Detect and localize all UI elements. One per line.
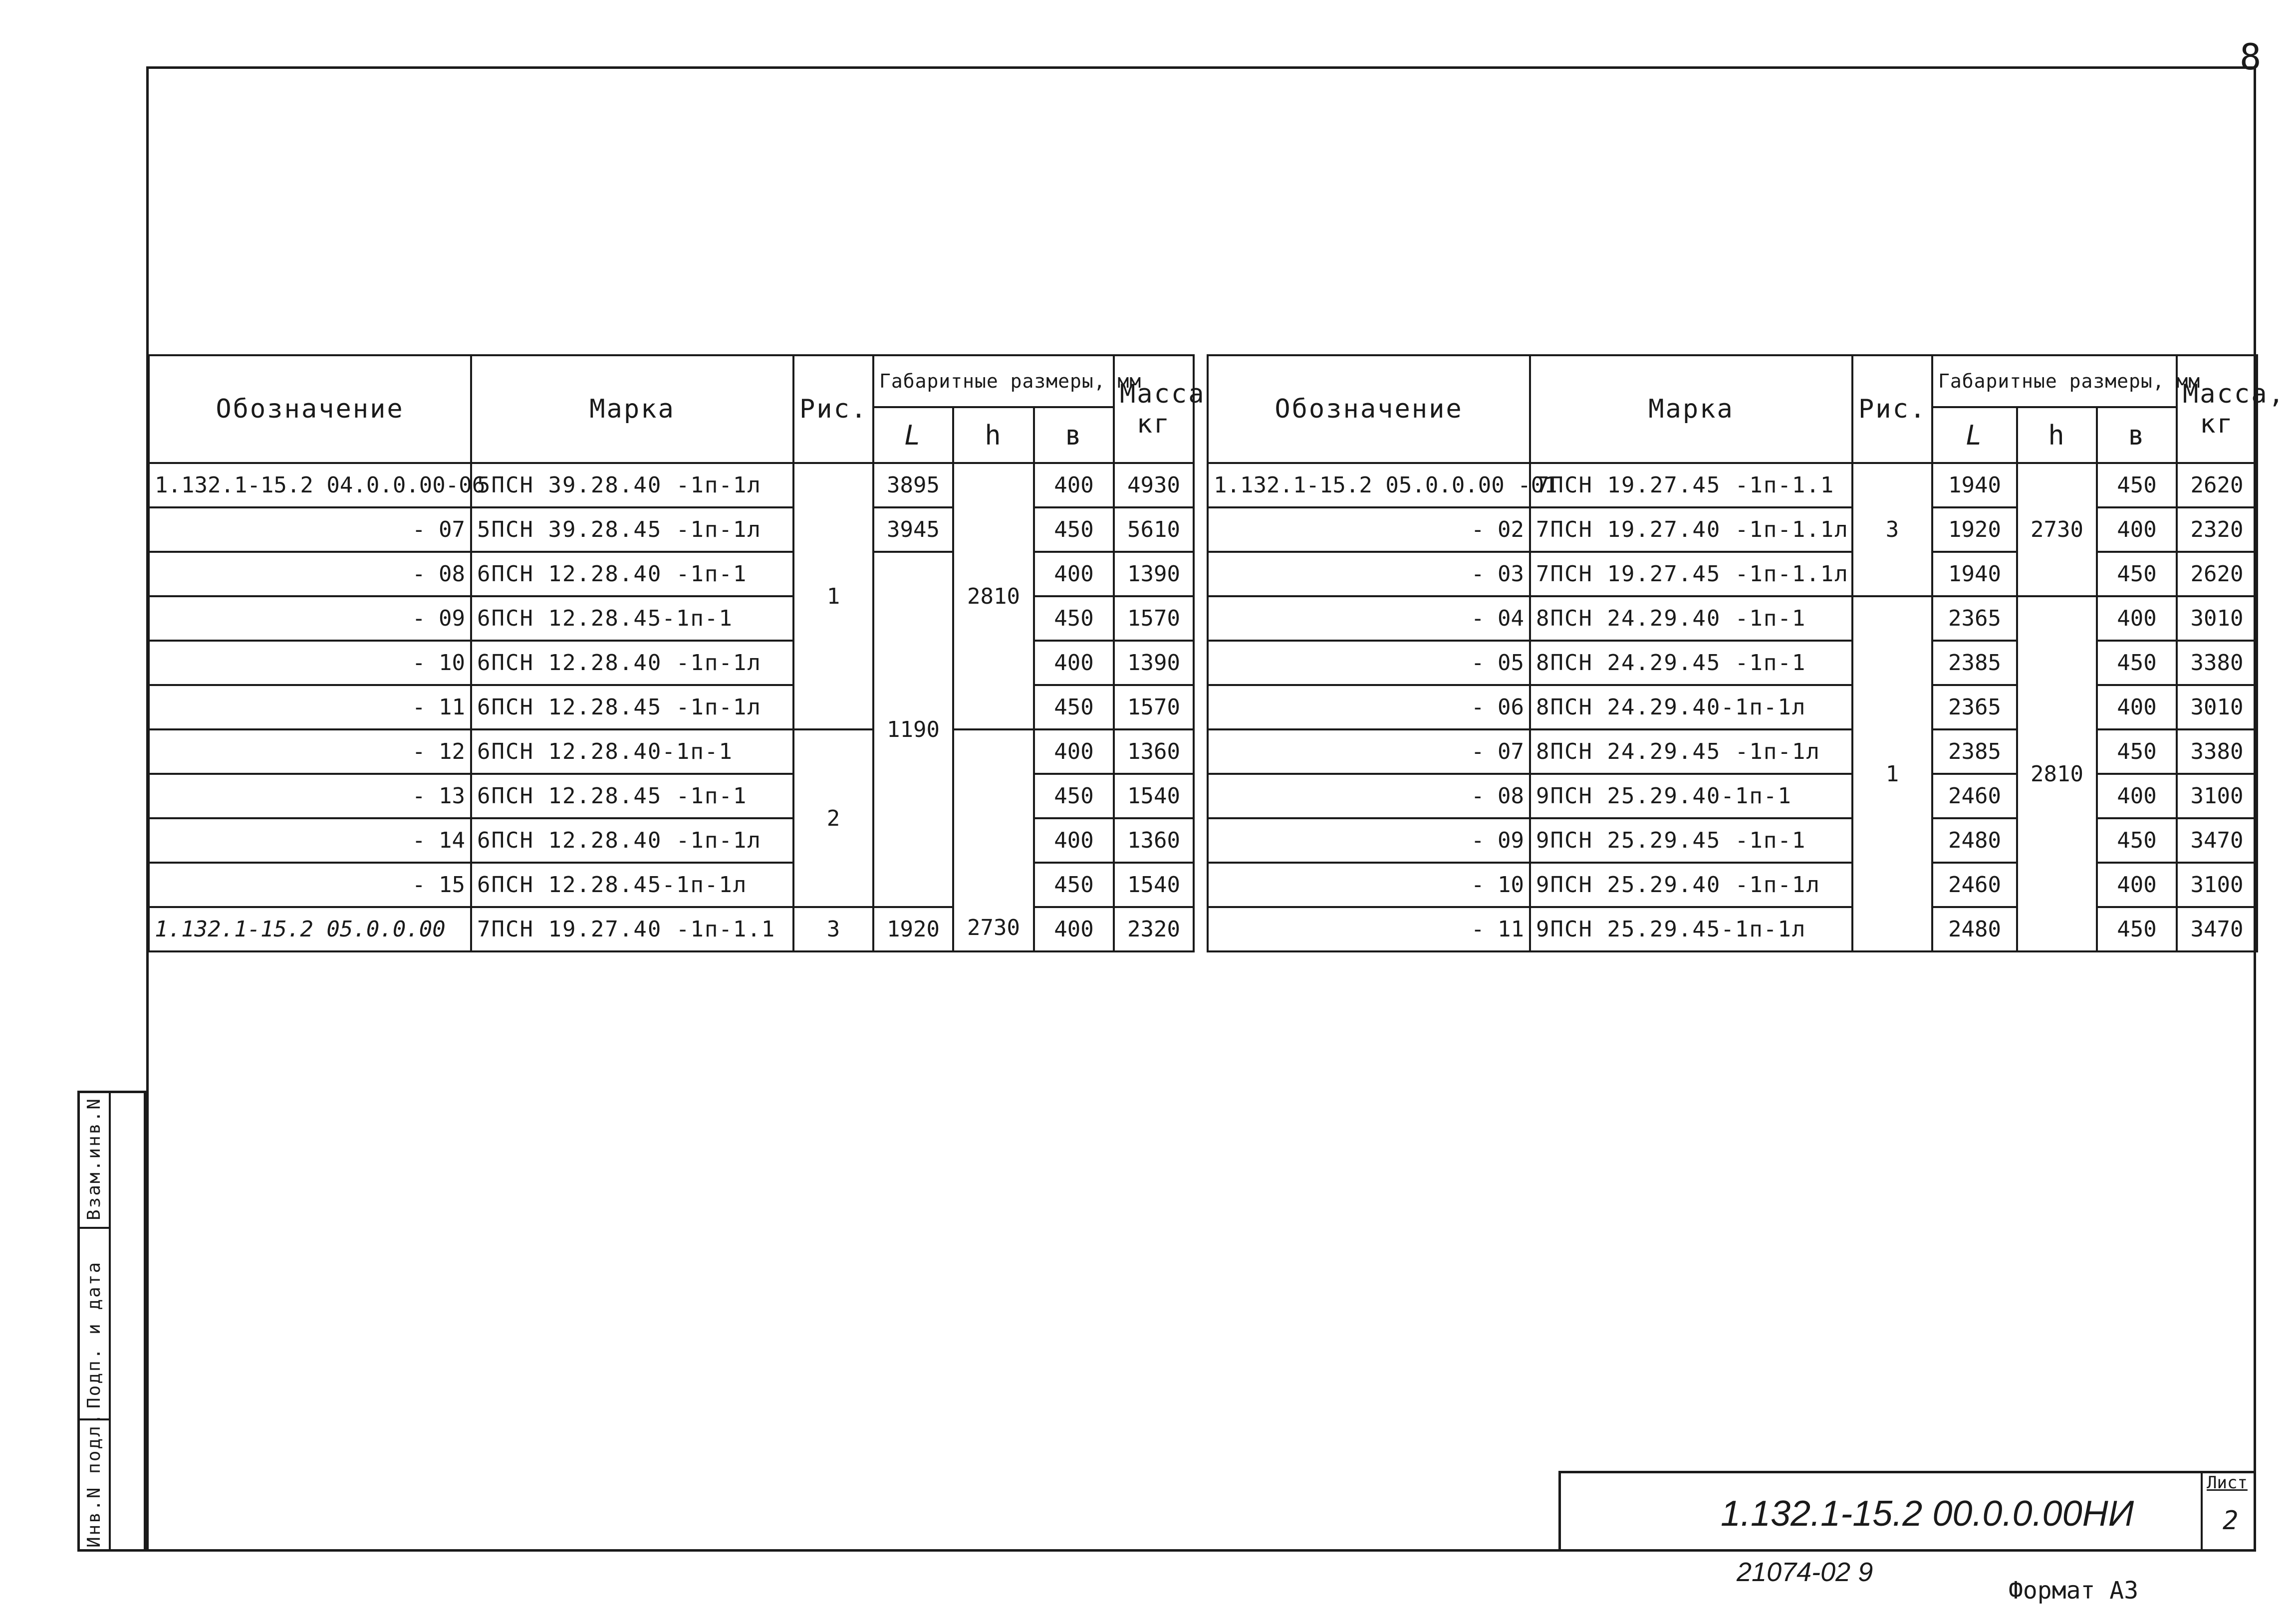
oboz-cell: - 03 (1208, 552, 1530, 596)
oboz-cell: 1.132.1-15.2 04.0.0.00-06 (149, 463, 471, 507)
header-oboznachenie: Обозначение (1208, 355, 1530, 463)
marka-cell: 6ПСН 12.28.45-1п-1л (471, 863, 793, 907)
table-row (1208, 685, 2257, 729)
table-row (149, 863, 1194, 907)
b-cell: 400 (2097, 507, 2177, 552)
h-cell: 2810 (953, 463, 1034, 729)
side-label-podp-data: Подп. и дата (84, 1260, 104, 1408)
oboz-cell: - 10 (149, 641, 471, 685)
b-cell: 450 (1034, 685, 1114, 729)
table-row (1208, 863, 2257, 907)
mass-cell: 3010 (2177, 596, 2257, 641)
mass-cell: 1570 (1114, 596, 1194, 641)
oboz-cell: - 08 (1208, 774, 1530, 818)
L-cell: 2385 (1932, 729, 2017, 774)
header-b: в (1034, 407, 1114, 463)
L-cell: 2460 (1932, 863, 2017, 907)
mass-cell: 1390 (1114, 552, 1194, 596)
mass-cell: 1360 (1114, 729, 1194, 774)
L-cell: 2480 (1932, 907, 2017, 951)
mass-cell: 3100 (2177, 774, 2257, 818)
sheet-label: Лист (2207, 1473, 2248, 1493)
side-cell-podp (80, 1229, 109, 1420)
oboz-cell: - 11 (149, 685, 471, 729)
table-row (149, 641, 1194, 685)
b-cell: 400 (1034, 729, 1114, 774)
b-cell: 400 (1034, 818, 1114, 863)
marka-cell: 9ПСН 25.29.45-1п-1л (1530, 907, 1852, 951)
mass-cell: 2620 (2177, 463, 2257, 507)
b-cell: 450 (1034, 863, 1114, 907)
format-label: Формат А3 (2009, 1577, 2139, 1605)
oboz-cell: 1.132.1-15.2 05.0.0.00 (149, 907, 471, 951)
header-massa: Масса кг (1114, 355, 1194, 463)
table-row (1208, 774, 2257, 818)
table-row (149, 818, 1194, 863)
mass-cell: 2320 (1114, 907, 1194, 951)
table-row (1208, 641, 2257, 685)
mass-cell: 3470 (2177, 907, 2257, 951)
mass-cell: 3380 (2177, 729, 2257, 774)
b-cell: 400 (2097, 685, 2177, 729)
marka-cell: 7ПСН 19.27.45 -1п-1.1л (1530, 552, 1852, 596)
side-cell-vzam (80, 1093, 109, 1229)
table-row (149, 685, 1194, 729)
mass-cell: 3380 (2177, 641, 2257, 685)
side-label-inv-podl: Инв.N подл. (84, 1412, 104, 1548)
oboz-cell: 1.132.1-15.2 05.0.0.00 -01 (1208, 463, 1530, 507)
ris-cell: 1 (793, 463, 873, 729)
table-row (1208, 818, 2257, 863)
document-code: 1.132.1-15.2 00.0.0.00НИ (1721, 1494, 2134, 1534)
L-cell: 2460 (1932, 774, 2017, 818)
marka-cell: 5ПСН 39.28.45 -1п-1л (471, 507, 793, 552)
ris-cell: 3 (793, 907, 873, 951)
mass-cell: 1540 (1114, 863, 1194, 907)
header-massa: Масса, кг (2177, 355, 2257, 463)
marka-cell: 8ПСН 24.29.45 -1п-1л (1530, 729, 1852, 774)
b-cell: 450 (2097, 818, 2177, 863)
b-cell: 450 (2097, 463, 2177, 507)
header-h: h (2017, 407, 2097, 463)
marka-cell: 8ПСН 24.29.40 -1п-1 (1530, 596, 1852, 641)
marka-cell: 7ПСН 19.27.40 -1п-1.1 (471, 907, 793, 951)
b-cell: 400 (1034, 641, 1114, 685)
mass-cell: 4930 (1114, 463, 1194, 507)
mass-cell: 1390 (1114, 641, 1194, 685)
L-cell: 2365 (1932, 596, 2017, 641)
marka-cell: 7ПСН 19.27.45 -1п-1.1 (1530, 463, 1852, 507)
marka-cell: 6ПСН 12.28.40 -1п-1 (471, 552, 793, 596)
table-row (1208, 729, 2257, 774)
header-ris: Рис. (793, 355, 873, 463)
table-row (1208, 507, 2257, 552)
oboz-cell: - 02 (1208, 507, 1530, 552)
table-row (1208, 552, 2257, 596)
L-cell: 1940 (1932, 463, 2017, 507)
page-number: 8 (2240, 36, 2262, 78)
marka-cell: 6ПСН 12.28.45-1п-1 (471, 596, 793, 641)
L-cell: 3895 (873, 463, 953, 507)
mass-cell: 5610 (1114, 507, 1194, 552)
side-label-vzam-inv: Взам.инв.N (84, 1097, 104, 1220)
header-h: h (953, 407, 1034, 463)
marka-cell: 6ПСН 12.28.40 -1п-1л (471, 818, 793, 863)
marka-cell: 9ПСН 25.29.45 -1п-1 (1530, 818, 1852, 863)
marka-cell: 8ПСН 24.29.45 -1п-1 (1530, 641, 1852, 685)
table-row (149, 507, 1194, 552)
mass-cell: 1360 (1114, 818, 1194, 863)
marka-cell: 7ПСН 19.27.40 -1п-1.1л (1530, 507, 1852, 552)
oboz-cell: - 09 (149, 596, 471, 641)
b-cell: 400 (1034, 552, 1114, 596)
mass-cell: 1540 (1114, 774, 1194, 818)
marka-cell: 8ПСН 24.29.40-1п-1л (1530, 685, 1852, 729)
b-cell: 450 (2097, 907, 2177, 951)
table-row (149, 552, 1194, 596)
ris-cell: 3 (1852, 463, 1932, 596)
side-cell-inv (80, 1412, 109, 1552)
L-cell: 2385 (1932, 641, 2017, 685)
marka-cell: 6ПСН 12.28.45 -1п-1 (471, 774, 793, 818)
b-cell: 400 (2097, 596, 2177, 641)
oboz-cell: - 05 (1208, 641, 1530, 685)
header-gabarit: Габаритные размеры, мм (1932, 355, 2177, 407)
sheet-number: 2 (2223, 1506, 2239, 1536)
L-cell: 3945 (873, 507, 953, 552)
right-spec-table (1207, 354, 2286, 952)
oboz-cell: - 10 (1208, 863, 1530, 907)
b-cell: 400 (2097, 774, 2177, 818)
oboz-cell: - 09 (1208, 818, 1530, 863)
L-cell: 1920 (1932, 507, 2017, 552)
table-row (1208, 907, 2257, 951)
oboz-cell: - 08 (149, 552, 471, 596)
marka-cell: 9ПСН 25.29.40 -1п-1л (1530, 863, 1852, 907)
L-cell: 1940 (1932, 552, 2017, 596)
marka-cell: 6ПСН 12.28.40 -1п-1л (471, 641, 793, 685)
side-stamp (77, 1091, 146, 1552)
table-row (149, 596, 1194, 641)
marka-cell: 6ПСН 12.28.45 -1п-1л (471, 685, 793, 729)
oboz-cell: - 14 (149, 818, 471, 863)
marka-cell: 5ПСН 39.28.40 -1п-1л (471, 463, 793, 507)
header-b: в (2097, 407, 2177, 463)
header-L: L (1932, 407, 2017, 463)
L-cell: 2365 (1932, 685, 2017, 729)
oboz-cell: - 06 (1208, 685, 1530, 729)
b-cell: 400 (2097, 863, 2177, 907)
side-stamp-divider (109, 1093, 111, 1549)
b-cell: 450 (2097, 641, 2177, 685)
sheet-box (2201, 1471, 2256, 1552)
header-L: L (873, 407, 953, 463)
header-marka: Марка (1530, 355, 1852, 463)
mass-cell: 3470 (2177, 818, 2257, 863)
oboz-cell: - 15 (149, 863, 471, 907)
header-gabarit: Габаритные размеры, мм (873, 355, 1114, 407)
table-row (1208, 463, 2257, 507)
h-cell: 2730 (2017, 463, 2097, 596)
L-cell: 2480 (1932, 818, 2017, 863)
title-block (1558, 1471, 2256, 1552)
header-marka: Марка (471, 355, 793, 463)
mass-cell: 3010 (2177, 685, 2257, 729)
mass-cell: 1570 (1114, 685, 1194, 729)
L-cell: 1920 (873, 907, 953, 951)
b-cell: 400 (1034, 907, 1114, 951)
table-row (149, 774, 1194, 818)
ris-cell: 2 (793, 729, 873, 907)
h-cell: 2730 (953, 729, 1034, 951)
b-cell: 400 (1034, 463, 1114, 507)
mass-cell: 3100 (2177, 863, 2257, 907)
ris-cell: 1 (1852, 596, 1932, 951)
header-oboznachenie: Обозначение (149, 355, 471, 463)
table-row (149, 463, 1194, 507)
oboz-cell: - 12 (149, 729, 471, 774)
mass-cell: 2320 (2177, 507, 2257, 552)
marka-cell: 9ПСН 25.29.40-1п-1 (1530, 774, 1852, 818)
table-row (149, 729, 1194, 774)
marka-cell: 6ПСН 12.28.40-1п-1 (471, 729, 793, 774)
b-cell: 450 (1034, 774, 1114, 818)
oboz-cell: - 07 (1208, 729, 1530, 774)
oboz-cell: - 13 (149, 774, 471, 818)
b-cell: 450 (2097, 552, 2177, 596)
b-cell: 450 (1034, 507, 1114, 552)
mass-cell: 2620 (2177, 552, 2257, 596)
header-ris: Рис. (1852, 355, 1932, 463)
table-row (1208, 596, 2257, 641)
b-cell: 450 (2097, 729, 2177, 774)
b-cell: 450 (1034, 596, 1114, 641)
oboz-cell: - 04 (1208, 596, 1530, 641)
table-row (149, 907, 1194, 951)
inventory-number: 21074-02 9 (1737, 1557, 1873, 1587)
left-spec-table (148, 354, 1206, 952)
oboz-cell: - 07 (149, 507, 471, 552)
oboz-cell: - 11 (1208, 907, 1530, 951)
L-cell: 1190 (873, 552, 953, 907)
h-cell: 2810 (2017, 596, 2097, 951)
